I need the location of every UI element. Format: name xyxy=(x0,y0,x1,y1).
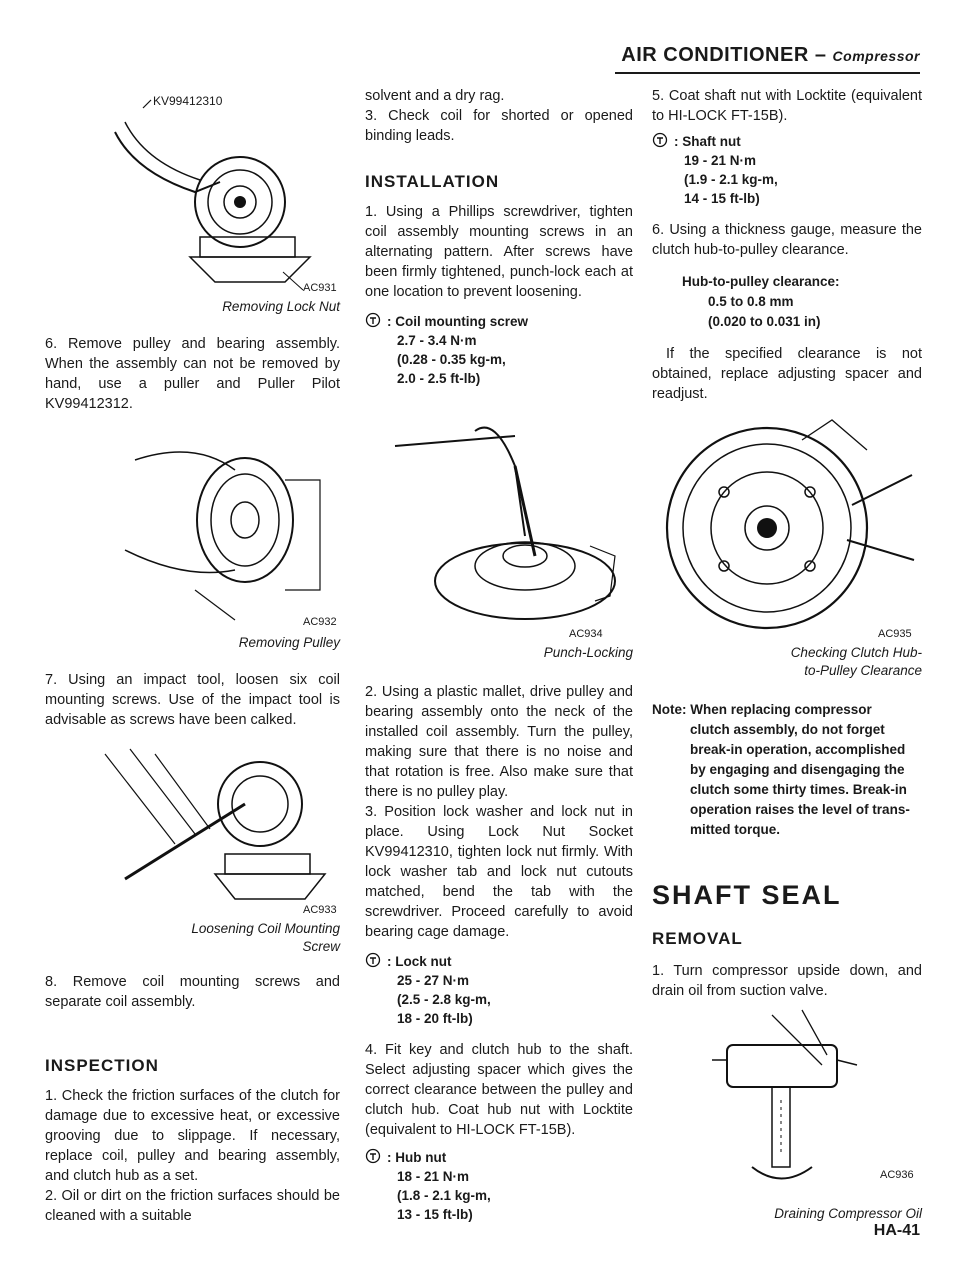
figure-caption-line2: Screw xyxy=(302,939,340,954)
figure-code: AC932 xyxy=(303,616,337,628)
heading-shaft-seal: SHAFT SEAL xyxy=(652,880,842,910)
figure-caption-line1: Checking Clutch Hub- xyxy=(790,645,922,660)
spec-value: 14 - 15 ft-lb) xyxy=(684,191,760,206)
clearance-value: 0.5 to 0.8 mm xyxy=(708,294,794,309)
heading-installation: INSTALLATION xyxy=(365,172,500,191)
figure-code: AC933 xyxy=(303,904,337,916)
clearance-spec xyxy=(652,272,922,332)
installation-5: 5. Coat shaft nut with Locktite (equivalent to HI-LOCK FT-15B). xyxy=(652,88,922,124)
page-number: HA-41 xyxy=(873,1222,920,1239)
spec-label: : Shaft nut xyxy=(674,134,741,149)
spec-coil-mounting-screw xyxy=(365,312,633,388)
note-line: by engaging and disengaging the xyxy=(690,762,905,777)
installation-4: 4. Fit key and clutch hub to the shaft. Select adjusting spacer which gives the correct clearance between the pulley and clutch hub. Coat hub nut with Locktite (equivalent to HI-LOCK FT-15B). xyxy=(365,1042,633,1138)
note-line: break-in operation, accomplished xyxy=(690,742,906,757)
figure-removing-pulley xyxy=(45,420,340,630)
spec-label: : Lock nut xyxy=(387,954,452,969)
coil-screw-illustration xyxy=(45,734,340,910)
figure-code: AC931 xyxy=(303,282,337,294)
spec-label: : Hub nut xyxy=(387,1150,447,1165)
figure-caption: Punch-Locking xyxy=(543,645,633,660)
installation-6b: If the specified clearance is not obtained, replace adjusting spacer and readjust. xyxy=(652,346,922,402)
inspection-2-cont: solvent and a dry rag. xyxy=(365,88,505,104)
figure-caption: Removing Pulley xyxy=(238,635,340,650)
spec-value: (1.8 - 2.1 kg-m, xyxy=(397,1188,491,1203)
spec-value: 18 - 20 ft-lb) xyxy=(397,1011,473,1026)
note-line: Note: When replacing compressor xyxy=(652,702,872,717)
spec-hub-nut xyxy=(365,1148,633,1224)
spec-value: 13 - 15 ft-lb) xyxy=(397,1207,473,1222)
torque-icon xyxy=(365,952,387,1028)
lock-nut-illustration xyxy=(45,82,340,304)
punch-locking-illustration xyxy=(365,406,633,636)
installation-6: 6. Using a thickness gauge, measure the clutch hub-to-pulley clearance. xyxy=(652,222,922,258)
step-7: 7. Using an impact tool, loosen six coil mounting screws. Use of the impact tool is advisable as screws have been calked. xyxy=(45,672,340,728)
torque-icon xyxy=(365,1148,387,1224)
note-line: operation raises the level of trans- xyxy=(690,802,910,817)
figure-punch-locking xyxy=(365,406,633,640)
header-rule xyxy=(615,72,920,74)
spec-value: 25 - 27 N·m xyxy=(397,973,470,988)
note-break-in xyxy=(652,700,922,840)
tool-callout: KV99412310 xyxy=(153,94,223,108)
figure-code: AC936 xyxy=(880,1169,914,1181)
spec-value: (2.5 - 2.8 kg-m, xyxy=(397,992,491,1007)
installation-3: 3. Position lock washer and lock nut in place. Using Lock Nut Socket KV99412310, tighten lock nut firmly. With lock washer tab and lock nut cutouts matched, bend the tab with the screwdriver. Proceed carefully to avoid bearing cage damage. xyxy=(365,804,633,940)
page-header xyxy=(621,44,920,67)
figure-draining-oil xyxy=(652,1005,922,1203)
spec-value: 19 - 21 N·m xyxy=(684,153,757,168)
figure-caption-line2: to-Pulley Clearance xyxy=(804,663,922,678)
step-6: 6. Remove pulley and bearing assembly. When the assembly can not be removed by hand, use a puller and Puller Pilot KV99412312. xyxy=(45,336,340,412)
spec-value: 18 - 21 N·m xyxy=(397,1169,470,1184)
header-title: AIR CONDITIONER xyxy=(621,44,809,66)
spec-label: : Coil mounting screw xyxy=(387,314,529,329)
spec-value: (1.9 - 2.1 kg-m, xyxy=(684,172,778,187)
spec-lock-nut xyxy=(365,952,633,1028)
installation-1: 1. Using a Phillips screwdriver, tighten coil assembly mounting screws in an alternating pattern. After screws have been firmly tightened, punch-lock each at one location to prevent loosening. xyxy=(365,204,633,300)
header-separator: – xyxy=(808,44,833,66)
removal-1: 1. Turn compressor upside down, and drain oil from suction valve. xyxy=(652,963,922,999)
note-line: clutch assembly, do not forget xyxy=(690,722,885,737)
clearance-label: Hub-to-pulley clearance: xyxy=(682,274,840,289)
spec-value: (0.28 - 0.35 kg-m, xyxy=(397,352,506,367)
spec-value: 2.0 - 2.5 ft-lb) xyxy=(397,371,481,386)
column-left xyxy=(45,82,340,1226)
figure-caption: Removing Lock Nut xyxy=(222,299,340,314)
heading-removal: REMOVAL xyxy=(652,929,743,948)
clearance-illustration xyxy=(652,410,922,638)
figure-removing-lock-nut xyxy=(45,82,340,304)
column-middle xyxy=(365,82,633,1224)
spec-shaft-nut xyxy=(652,132,922,208)
figure-checking-clearance xyxy=(652,410,922,638)
figure-code: AC935 xyxy=(878,628,912,640)
figure-code: AC934 xyxy=(569,628,603,640)
note-line: mitted torque. xyxy=(690,822,780,837)
figure-loosening-coil-screw xyxy=(45,734,340,916)
pulley-illustration xyxy=(45,420,340,630)
column-right xyxy=(652,82,922,1223)
inspection-3: 3. Check coil for shorted or opened binding leads. xyxy=(365,108,633,144)
note-line: clutch some thirty times. Break-in xyxy=(690,782,907,797)
torque-icon xyxy=(652,132,674,208)
heading-inspection: INSPECTION xyxy=(45,1056,159,1075)
installation-2: 2. Using a plastic mallet, drive pulley and bearing assembly onto the neck of the installed coil assembly. Turn the pulley, making sure that there is no noise and that rotation is free. Also make sure that there is no pulley play. xyxy=(365,684,633,800)
figure-caption: Draining Compressor Oil xyxy=(774,1206,922,1221)
header-section: Compressor xyxy=(832,48,920,64)
inspection-1: 1. Check the friction surfaces of the clutch for damage due to excessive heat, or excessive grooving due to slippage. If necessary, replace coil, pulley and bearing assembly, and clutch hub as a set. xyxy=(45,1088,340,1184)
spec-value: 2.7 - 3.4 N·m xyxy=(397,333,477,348)
torque-icon xyxy=(365,312,387,388)
inspection-2: 2. Oil or dirt on the friction surfaces should be cleaned with a suitable xyxy=(45,1188,340,1224)
clearance-value: (0.020 to 0.031 in) xyxy=(708,314,821,329)
step-8: 8. Remove coil mounting screws and separate coil assembly. xyxy=(45,974,340,1010)
figure-caption-line1: Loosening Coil Mounting xyxy=(191,921,340,936)
